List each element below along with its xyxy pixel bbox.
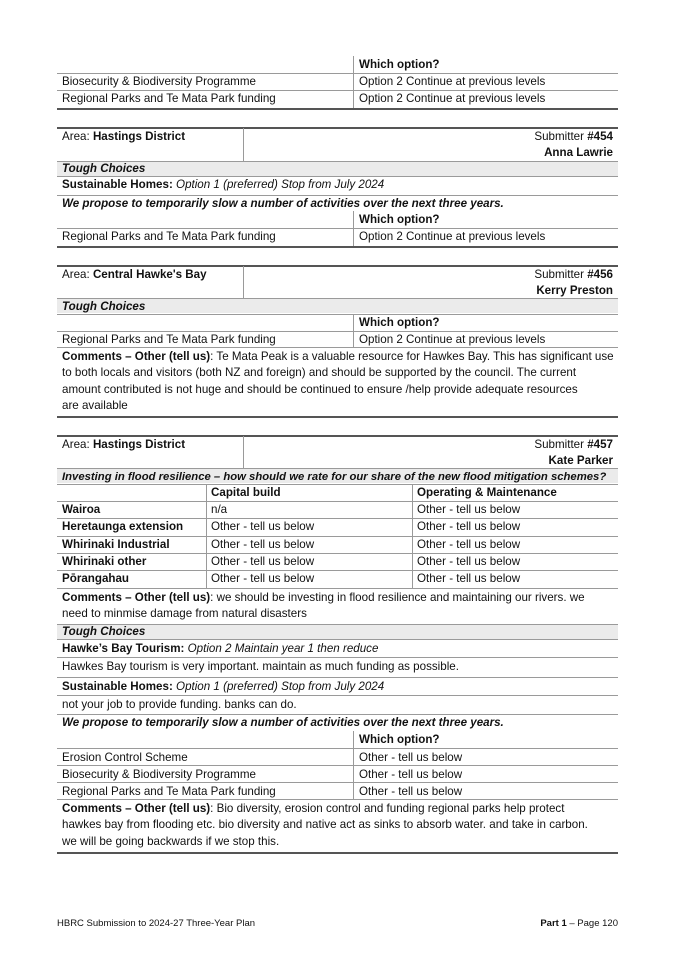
flood-operating-value: Other - tell us below bbox=[417, 538, 521, 551]
section-heading-tough-choices: Tough Choices bbox=[62, 625, 146, 638]
slow-activities-heading: We propose to temporarily slow a number of activities over the next three years. bbox=[62, 197, 504, 210]
area-name: Central Hawke's Bay bbox=[92, 268, 207, 281]
submitter-name: Kate Parker bbox=[548, 454, 613, 467]
submitter-number: Submitter #456 bbox=[534, 268, 613, 281]
flood-scheme-name: Pōrangahau bbox=[62, 572, 129, 585]
flood-scheme-name: Heretaunga extension bbox=[62, 520, 184, 533]
activity-option: Option 2 Continue at previous levels bbox=[359, 230, 546, 243]
area-line: Area: Hastings District bbox=[62, 130, 186, 143]
flood-col-operating-header: Operating & Maintenance bbox=[417, 486, 557, 499]
activity-option: Other - tell us below bbox=[359, 785, 463, 798]
activity-option: Option 2 Continue at previous levels bbox=[359, 333, 546, 346]
flood-operating-value: Other - tell us below bbox=[417, 503, 521, 516]
area-name: Hastings District bbox=[92, 130, 186, 143]
flood-operating-value: Other - tell us below bbox=[417, 572, 521, 585]
comments-paragraph: Comments – Other (tell us): Te Mata Peak is a valuable resource for Hawkes Bay. This has significant use to both locals and visitors (both NZ and foreign) and should be supported by the council. The current amount contributed is not huge and should be continued to ensure /help provide adequate resources are available bbox=[62, 350, 614, 413]
flood-scheme-name: Whirinaki other bbox=[62, 555, 147, 568]
activity-option: Option 2 Continue at previous levels bbox=[359, 75, 546, 88]
submitter-number: Submitter #454 bbox=[534, 130, 613, 143]
submitter-number: Submitter #457 bbox=[534, 438, 613, 451]
which-option-header: Which option? bbox=[359, 58, 440, 71]
flood-resilience-heading: Investing in flood resilience – how should we rate for our share of the new flood mitigation schemes? bbox=[62, 471, 607, 483]
tourism-line: Hawke’s Bay Tourism: Option 2 Maintain year 1 then reduce bbox=[62, 642, 379, 655]
flood-col-capital-header: Capital build bbox=[211, 486, 281, 499]
flood-comments-paragraph: Comments – Other (tell us): we should be investing in flood resilience and maintaining our rivers. we need to minmise damage from natural disasters bbox=[62, 591, 585, 621]
tourism-comment: Hawkes Bay tourism is very important. maintain as much funding as possible. bbox=[62, 660, 459, 673]
sustainable-homes-line: Sustainable Homes: Option 1 (preferred) Stop from July 2024 bbox=[62, 680, 385, 693]
footer-page-number: Part 1 – Page 120 bbox=[540, 918, 618, 929]
area-line: Area: Hastings District bbox=[62, 438, 186, 451]
activity-name: Biosecurity & Biodiversity Programme bbox=[62, 768, 256, 781]
which-option-header: Which option? bbox=[359, 733, 440, 746]
area-name: Hastings District bbox=[92, 438, 186, 451]
which-option-header: Which option? bbox=[359, 213, 440, 226]
flood-capital-value: n/a bbox=[211, 503, 228, 516]
which-option-header: Which option? bbox=[359, 316, 440, 329]
footer-document-title: HBRC Submission to 2024-27 Three-Year Plan bbox=[57, 918, 256, 929]
flood-capital-value: Other - tell us below bbox=[211, 555, 315, 568]
flood-scheme-name: Whirinaki Industrial bbox=[62, 538, 170, 551]
activity-name: Regional Parks and Te Mata Park funding bbox=[62, 230, 276, 243]
activity-name: Biosecurity & Biodiversity Programme bbox=[62, 75, 256, 88]
flood-scheme-name: Wairoa bbox=[62, 503, 101, 516]
sustainable-homes-line: Sustainable Homes: Option 1 (preferred) Stop from July 2024 bbox=[62, 178, 385, 191]
flood-operating-value: Other - tell us below bbox=[417, 555, 521, 568]
sustainable-homes-comment: not your job to provide funding. banks can do. bbox=[62, 698, 297, 711]
activity-name: Regional Parks and Te Mata Park funding bbox=[62, 785, 276, 798]
flood-capital-value: Other - tell us below bbox=[211, 520, 315, 533]
comments-paragraph: Comments – Other (tell us): Bio diversity, erosion control and funding regional parks help protect hawkes bay from flooding etc. bio diversity and native act as sinks to absorb water. and take in carbon. we will be going backwards if we stop this. bbox=[62, 802, 588, 848]
activity-name: Regional Parks and Te Mata Park funding bbox=[62, 333, 276, 346]
section-heading-tough-choices: Tough Choices bbox=[62, 162, 146, 175]
flood-capital-value: Other - tell us below bbox=[211, 572, 315, 585]
submitter-name: Kerry Preston bbox=[536, 284, 613, 297]
activity-name: Regional Parks and Te Mata Park funding bbox=[62, 92, 276, 105]
submitter-name: Anna Lawrie bbox=[544, 146, 613, 159]
slow-activities-heading: We propose to temporarily slow a number of activities over the next three years. bbox=[62, 716, 504, 729]
area-line: Area: Central Hawke's Bay bbox=[62, 268, 207, 281]
activity-option: Other - tell us below bbox=[359, 751, 463, 764]
section-heading-tough-choices: Tough Choices bbox=[62, 300, 146, 313]
activity-name: Erosion Control Scheme bbox=[62, 751, 188, 764]
activity-option: Other - tell us below bbox=[359, 768, 463, 781]
activity-option: Option 2 Continue at previous levels bbox=[359, 92, 546, 105]
flood-operating-value: Other - tell us below bbox=[417, 520, 521, 533]
flood-capital-value: Other - tell us below bbox=[211, 538, 315, 551]
